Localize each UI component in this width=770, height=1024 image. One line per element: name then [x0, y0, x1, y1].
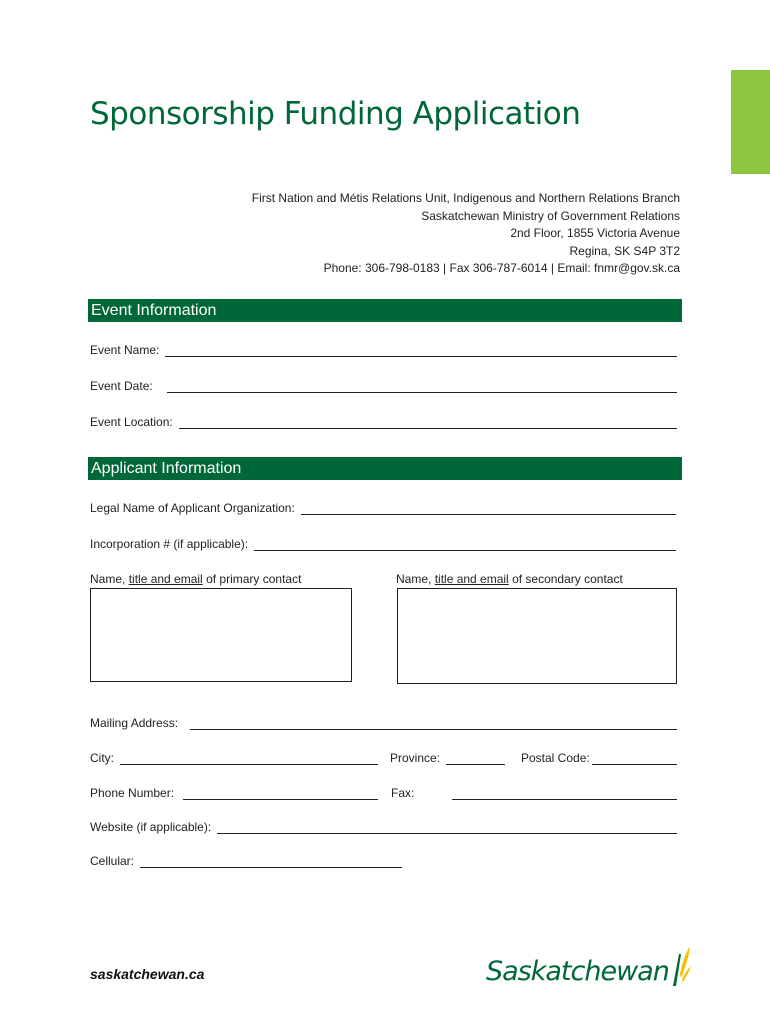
event-location-input[interactable] [179, 416, 677, 429]
incorporation-field[interactable] [90, 535, 676, 551]
event-name-input[interactable] [165, 344, 677, 357]
event-name-field[interactable] [90, 341, 677, 357]
secondary-contact-box[interactable] [397, 588, 677, 684]
address-line-2: Saskatchewan Ministry of Government Relations [421, 208, 680, 223]
mailing-address-label: Mailing Address: [90, 716, 179, 730]
fax-field[interactable] [391, 784, 677, 800]
secondary-contact-label: Name, title and email of secondary contact [396, 572, 623, 586]
event-location-label: Event Location: [90, 415, 173, 429]
footer-url: saskatchewan.ca [90, 966, 205, 982]
legal-name-field[interactable] [90, 499, 676, 515]
province-label: Province: [390, 751, 441, 765]
page-title: Sponsorship Funding Application [90, 96, 581, 132]
cellular-label: Cellular: [90, 854, 135, 868]
logo-text: Saskatchewan [486, 956, 669, 987]
mailing-address-input[interactable] [190, 717, 677, 730]
phone-number-label: Phone Number: [90, 786, 175, 800]
phone-number-input[interactable] [183, 787, 378, 800]
fax-input[interactable] [452, 787, 677, 800]
province-input[interactable] [446, 752, 505, 765]
postal-code-field[interactable] [521, 749, 677, 765]
address-block [252, 190, 680, 278]
address-line-4: Regina, SK S4P 3T2 [569, 243, 680, 258]
province-field[interactable] [390, 749, 505, 765]
city-label: City: [90, 751, 114, 765]
incorporation-input[interactable] [254, 538, 676, 551]
city-field[interactable] [90, 749, 378, 765]
event-location-field[interactable] [90, 413, 677, 429]
event-information-heading: Event Information [88, 299, 682, 322]
website-label: Website (if applicable): [90, 820, 212, 834]
incorporation-label: Incorporation # (if applicable): [90, 537, 249, 551]
primary-contact-box[interactable] [90, 588, 352, 682]
legal-name-input[interactable] [301, 502, 676, 515]
saskatchewan-logo [486, 946, 692, 990]
event-date-label: Event Date: [90, 379, 153, 393]
address-line-1: First Nation and Métis Relations Unit, Indigenous and Northern Relations Branch [251, 191, 680, 205]
address-line-5: Phone: 306-798-0183 | Fax 306-787-6014 | Email: fnmr@gov.sk.ca [323, 261, 680, 275]
website-input[interactable] [217, 821, 677, 834]
applicant-information-heading: Applicant Information [88, 457, 682, 480]
website-field[interactable] [90, 818, 677, 834]
postal-code-label: Postal Code: [521, 751, 590, 765]
phone-number-field[interactable] [90, 784, 378, 800]
primary-contact-label: Name, title and email of primary contact [90, 572, 302, 586]
address-line-3: 2nd Floor, 1855 Victoria Avenue [510, 226, 680, 240]
event-date-input[interactable] [167, 380, 677, 393]
cellular-field[interactable] [90, 852, 402, 868]
wheat-icon [670, 944, 692, 988]
event-name-label: Event Name: [90, 343, 160, 357]
mailing-address-field[interactable] [90, 714, 677, 730]
side-tab [731, 70, 770, 174]
city-input[interactable] [120, 752, 378, 765]
postal-code-input[interactable] [592, 752, 677, 765]
fax-label: Fax: [391, 786, 415, 800]
cellular-input[interactable] [140, 855, 402, 868]
legal-name-label: Legal Name of Applicant Organization: [90, 501, 295, 515]
event-date-field[interactable] [90, 377, 677, 393]
